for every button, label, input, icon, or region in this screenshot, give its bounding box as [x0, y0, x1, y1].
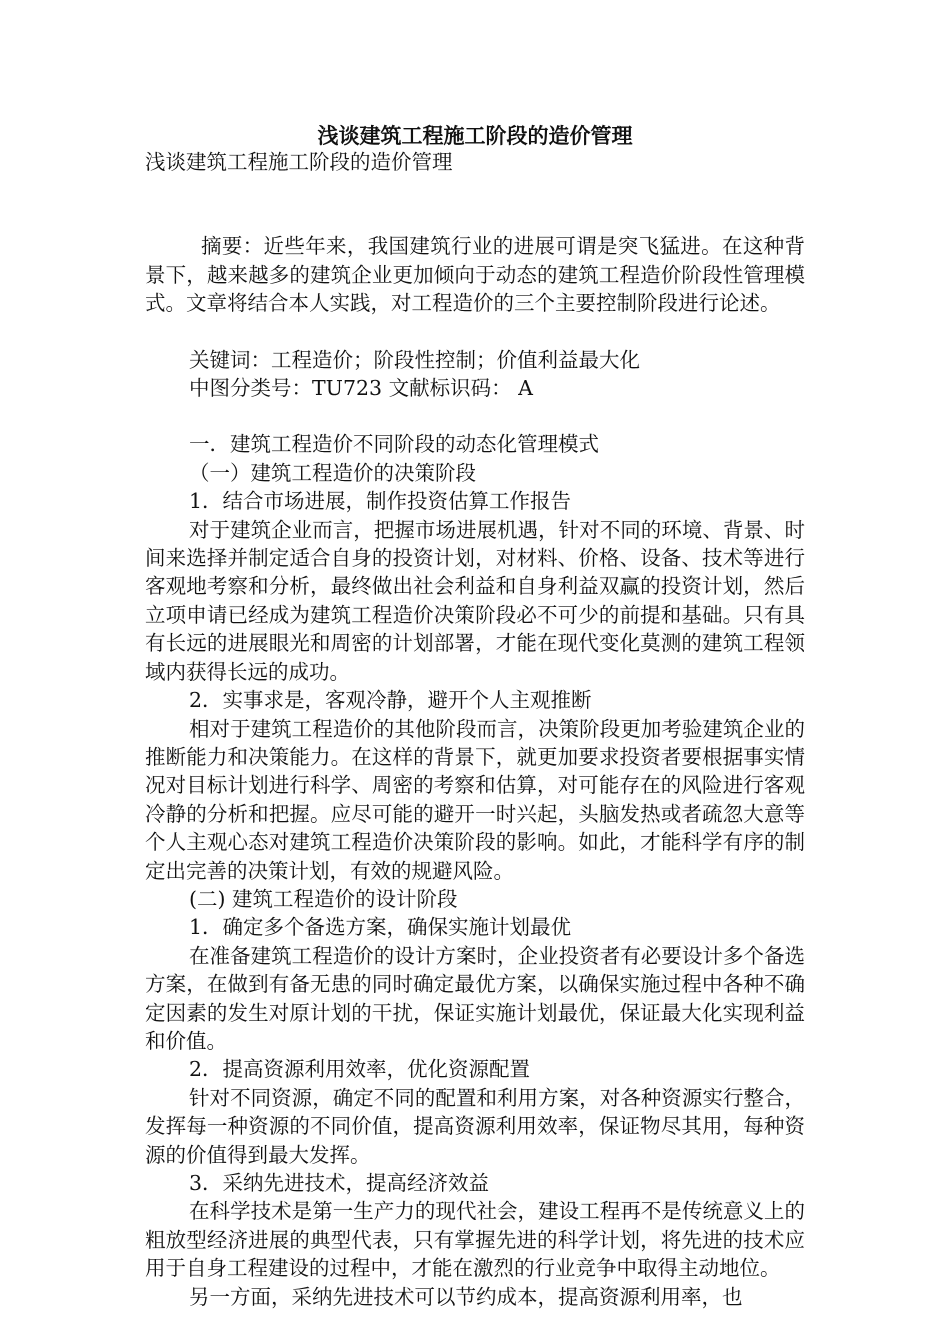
- body-paragraph: 针对不同资源，确定不同的配置和利用方案，对各种资源实行整合，发挥每一种资源的不同价值，提高资源利用效率，保证物尽其用，每种资源的价值得到最大发挥。: [145, 1085, 805, 1167]
- item-heading: 1．确定多个备选方案，确保实施计划最优: [189, 915, 572, 940]
- classification-line: 中图分类号：TU723 文献标识码： A: [189, 376, 533, 401]
- document-title: 浅谈建筑工程施工阶段的造价管理: [317, 124, 633, 148]
- abstract-paragraph: 摘要：近些年来，我国建筑行业的进展可谓是突飞猛进。在这种背景下，越来越多的建筑企业更加倾向于动态的建筑工程造价阶段性管理模式。文章将结合本人实践，对工程造价的三个主要控制阶段进行论述。: [145, 234, 805, 316]
- item-heading: 2．实事求是，客观冷静，避开个人主观推断: [189, 688, 592, 713]
- keywords-line: 关键词：工程造价；阶段性控制；价值利益最大化: [189, 347, 640, 372]
- item-heading: 3．采纳先进技术，提高经济效益: [189, 1171, 490, 1195]
- document-subtitle: 浅谈建筑工程施工阶段的造价管理: [145, 150, 453, 174]
- subsection-heading: （一）建筑工程造价的决策阶段: [189, 460, 476, 485]
- item-heading: 2．提高资源利用效率，优化资源配置: [189, 1057, 531, 1082]
- body-paragraph: 相对于建筑工程造价的其他阶段而言，决策阶段更加考验建筑企业的推断能力和决策能力。在这样的背景下，就更加要求投资者要根据事实情况对目标计划进行科学、周密的考察和估算，对可能存在的风险进行客观冷静的分析和把握。应尽可能的避开一时兴起，头脑发热或者疏忽大意等个人主观心态对建筑工程造价决策阶段的影响。如此，才能科学有序的制定出完善的决策计划，有效的规避风险。: [145, 716, 805, 883]
- document-body: [145, 148, 805, 1311]
- section-heading: 一．建筑工程造价不同阶段的动态化管理模式: [189, 432, 599, 457]
- body-paragraph: 在准备建筑工程造价的设计方案时，企业投资者有必要设计多个备选方案，在做到有备无患的同时确定最优方案，以确保实施过程中各种不确定因素的发生对原计划的干扰，保证实施计划最优，保证最大化实现利益和价值。: [145, 943, 805, 1053]
- body-paragraph: 另一方面，采纳先进技术可以节约成本，提高资源利用率，也: [189, 1284, 743, 1309]
- item-heading: 1．结合市场进展，制作投资估算工作报告: [189, 489, 572, 514]
- subsection-heading: (二) 建筑工程造价的设计阶段: [189, 886, 458, 911]
- body-paragraph: 在科学技术是第一生产力的现代社会，建设工程再不是传统意义上的粗放型经济进展的典型代表，只有掌握先进的科学计划，将先进的技术应用于自身工程建设的过程中，才能在激烈的行业竞争中取得主动地位。: [145, 1199, 805, 1281]
- body-paragraph: 对于建筑企业而言，把握市场进展机遇，针对不同的环境、背景、时间来选择并制定适合自身的投资计划，对材料、价格、设备、技术等进行客观地考察和分析，最终做出社会利益和自身利益双赢的投资计划，然后立项申请已经成为建筑工程造价决策阶段必不可少的前提和基础。只有具有长远的进展眼光和周密的计划部署，才能在现代变化莫测的建筑工程领域内获得长远的成功。: [145, 517, 805, 684]
